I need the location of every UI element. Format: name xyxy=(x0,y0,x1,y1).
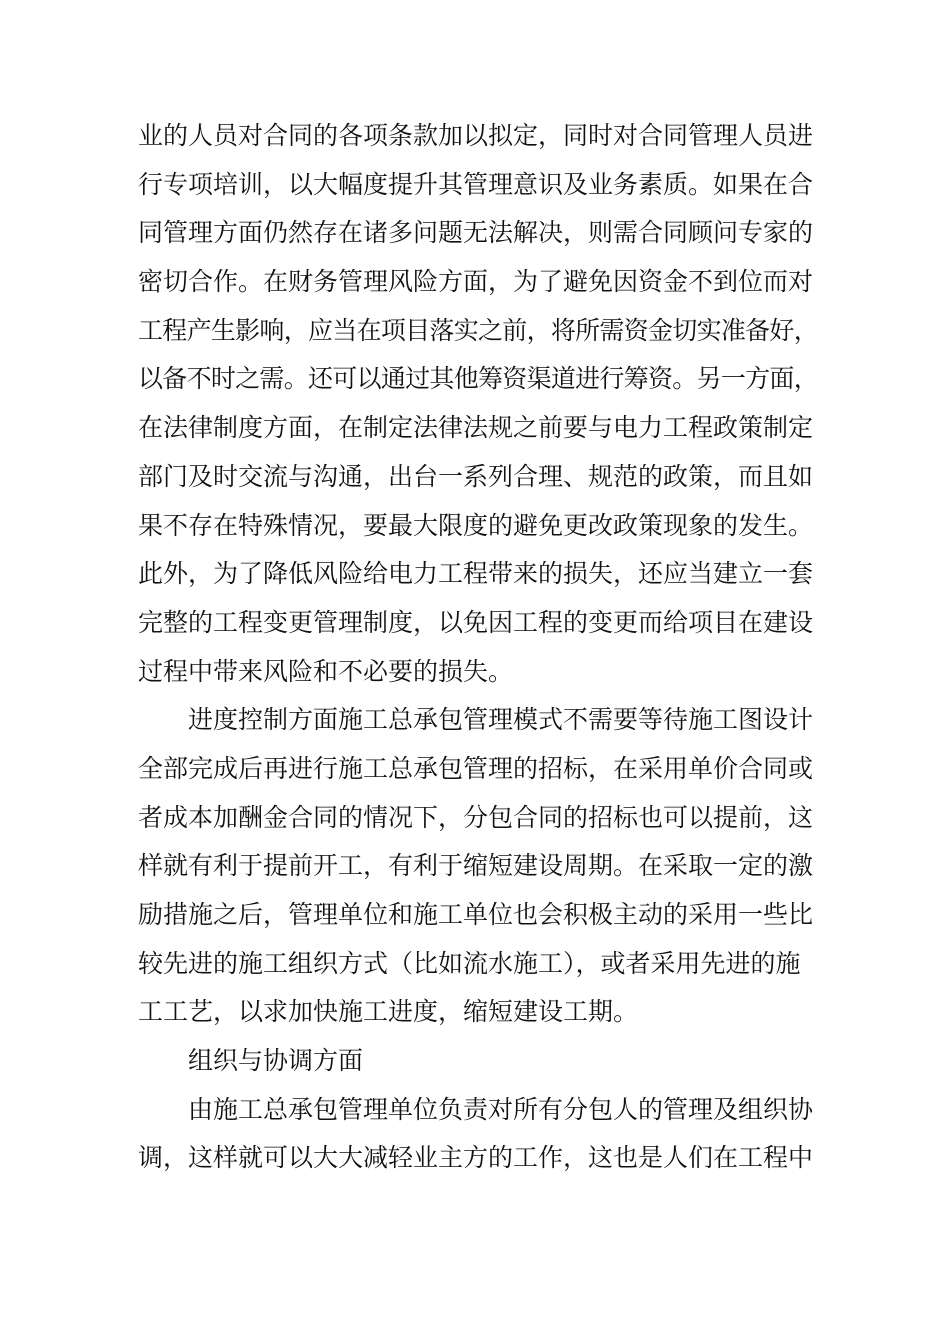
text-line: 励措施之后，管理单位和施工单位也会积极主动的采用一些比 xyxy=(138,900,814,929)
text-line: 较先进的施工组织方式（比如流水施工），或者采用先进的施 xyxy=(138,948,801,978)
text-line: 组织与协调方面 xyxy=(188,1046,364,1076)
text-line: 在法律制度方面，在制定法律法规之前要与电力工程政策制定 xyxy=(138,413,814,443)
text-line: 工程产生影响，应当在项目落实之前，将所需资金切实准备好， xyxy=(138,315,819,345)
text-line: 完整的工程变更管理制度，以免因工程的变更而给项目在建设 xyxy=(138,607,814,637)
text-line: 果不存在特殊情况，要最大限度的避免更改政策现象的发生。 xyxy=(138,510,814,540)
text-line: 样就有利于提前开工，有利于缩短建设周期。在采取一定的激 xyxy=(138,851,814,881)
text-line: 此外，为了降低风险给电力工程带来的损失，还应当建立一套 xyxy=(138,559,814,589)
text-line: 调，这样就可以大大减轻业主方的工作，这也是人们在工程中 xyxy=(138,1143,814,1173)
text-line: 过程中带来风险和不必要的损失。 xyxy=(138,656,514,686)
text-line: 密切合作。在财务管理风险方面，为了避免因资金不到位而对 xyxy=(138,267,814,297)
text-line: 以备不时之需。还可以通过其他筹资渠道进行筹资。另一方面， xyxy=(138,364,819,394)
text-line: 行专项培训，以大幅度提升其管理意识及业务素质。如果在合 xyxy=(138,169,814,199)
text-line: 业的人员对合同的各项条款加以拟定，同时对合同管理人员进 xyxy=(138,121,814,150)
text-line: 同管理方面仍然存在诸多问题无法解决，则需合同顾问专家的 xyxy=(138,218,814,248)
text-line: 部门及时交流与沟通，出台一系列合理、规范的政策，而且如 xyxy=(138,461,814,491)
text-line: 全部完成后再进行施工总承包管理的招标，在采用单价合同或 xyxy=(138,753,814,783)
text-line: 工工艺，以求加快施工进度，缩短建设工期。 xyxy=(138,997,639,1027)
text-line: 由施工总承包管理单位负责对所有分包人的管理及组织协 xyxy=(188,1094,814,1124)
text-line: 进度控制方面施工总承包管理模式不需要等待施工图设计 xyxy=(188,705,814,735)
body-text xyxy=(138,112,818,1183)
text-line: 者成本加酬金合同的情况下，分包合同的招标也可以提前，这 xyxy=(138,802,814,832)
